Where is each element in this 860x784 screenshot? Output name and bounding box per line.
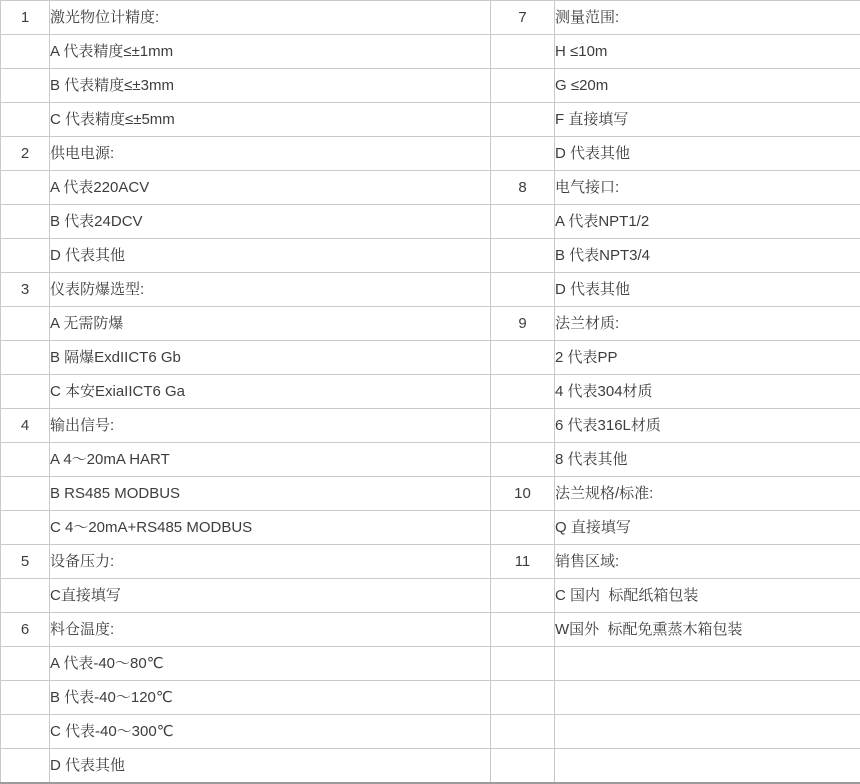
item-number-cell (1, 749, 50, 784)
item-text-cell: A 4～20mA HART (50, 443, 491, 477)
item-number-cell: 5 (1, 545, 50, 579)
item-text-cell: B RS485 MODBUS (50, 477, 491, 511)
item-text-cell: 测量范围: (555, 1, 860, 35)
table-body (1, 1, 860, 784)
table-row (1, 35, 860, 69)
table-row (1, 409, 860, 443)
item-text-cell (555, 647, 860, 681)
item-text-cell: B 代表-40～120℃ (50, 681, 491, 715)
item-text-cell: A 代表NPT1/2 (555, 205, 860, 239)
item-text-cell: 输出信号: (50, 409, 491, 443)
table-row (1, 205, 860, 239)
item-text-cell (555, 749, 860, 784)
item-text-cell: B 代表精度≤±3mm (50, 69, 491, 103)
item-number-cell (1, 715, 50, 749)
item-number-cell (491, 239, 555, 273)
item-text-cell: 激光物位计精度: (50, 1, 491, 35)
item-text-cell: D 代表其他 (50, 239, 491, 273)
item-text-cell: 法兰规格/标准: (555, 477, 860, 511)
item-number-cell (1, 341, 50, 375)
table-row (1, 273, 860, 307)
item-text-cell: 仪表防爆选型: (50, 273, 491, 307)
item-text-cell: D 代表其他 (555, 137, 860, 171)
item-number-cell (491, 715, 555, 749)
table-row (1, 341, 860, 375)
item-text-cell: 供电电源: (50, 137, 491, 171)
item-text-cell: B 代表NPT3/4 (555, 239, 860, 273)
table-row (1, 69, 860, 103)
item-number-cell (491, 35, 555, 69)
item-number-cell: 1 (1, 1, 50, 35)
item-text-cell: C 4～20mA+RS485 MODBUS (50, 511, 491, 545)
item-number-cell (1, 239, 50, 273)
item-text-cell: C 代表精度≤±5mm (50, 103, 491, 137)
item-number-cell: 2 (1, 137, 50, 171)
item-number-cell (491, 103, 555, 137)
item-text-cell: C 本安ExiaIICT6 Ga (50, 375, 491, 409)
table-row (1, 375, 860, 409)
item-number-cell (1, 307, 50, 341)
table-row (1, 545, 860, 579)
table-row (1, 715, 860, 749)
item-text-cell: Q 直接填写 (555, 511, 860, 545)
item-text-cell: 8 代表其他 (555, 443, 860, 477)
table-row (1, 103, 860, 137)
item-text-cell: B 代表24DCV (50, 205, 491, 239)
table-row (1, 171, 860, 205)
item-number-cell: 11 (491, 545, 555, 579)
item-text-cell: C 国内 标配纸箱包装 (555, 579, 860, 613)
item-text-cell: F 直接填写 (555, 103, 860, 137)
table-row (1, 137, 860, 171)
item-number-cell (1, 171, 50, 205)
item-text-cell: A 无需防爆 (50, 307, 491, 341)
item-number-cell (1, 647, 50, 681)
item-text-cell: A 代表精度≤±1mm (50, 35, 491, 69)
item-number-cell: 4 (1, 409, 50, 443)
item-number-cell (1, 477, 50, 511)
item-number-cell (1, 375, 50, 409)
item-number-cell (1, 443, 50, 477)
item-number-cell: 6 (1, 613, 50, 647)
item-number-cell (491, 613, 555, 647)
item-number-cell (1, 103, 50, 137)
table-row (1, 511, 860, 545)
table-row (1, 681, 860, 715)
item-text-cell: 4 代表304材质 (555, 375, 860, 409)
table-row (1, 239, 860, 273)
item-number-cell (491, 681, 555, 715)
item-number-cell (1, 35, 50, 69)
item-text-cell: C 代表-40～300℃ (50, 715, 491, 749)
item-number-cell (491, 341, 555, 375)
item-text-cell: B 隔爆ExdIICT6 Gb (50, 341, 491, 375)
item-text-cell (555, 715, 860, 749)
item-number-cell (491, 749, 555, 784)
table-row (1, 647, 860, 681)
item-number-cell: 7 (491, 1, 555, 35)
item-text-cell: 6 代表316L材质 (555, 409, 860, 443)
item-text-cell: A 代表220ACV (50, 171, 491, 205)
item-number-cell (491, 579, 555, 613)
item-number-cell (491, 443, 555, 477)
item-text-cell: W国外 标配免熏蒸木箱包装 (555, 613, 860, 647)
item-text-cell: 电气接口: (555, 171, 860, 205)
item-number-cell (1, 69, 50, 103)
item-text-cell: 法兰材质: (555, 307, 860, 341)
table-row (1, 1, 860, 35)
item-text-cell: 料仓温度: (50, 613, 491, 647)
item-text-cell: G ≤20m (555, 69, 860, 103)
table-row (1, 749, 860, 784)
item-text-cell: 销售区域: (555, 545, 860, 579)
item-number-cell (491, 137, 555, 171)
item-text-cell: 2 代表PP (555, 341, 860, 375)
item-number-cell (1, 681, 50, 715)
item-number-cell (491, 647, 555, 681)
table-row (1, 613, 860, 647)
item-number-cell (491, 69, 555, 103)
item-number-cell (491, 409, 555, 443)
item-text-cell: 设备压力: (50, 545, 491, 579)
item-number-cell (1, 205, 50, 239)
table-row (1, 579, 860, 613)
item-number-cell (491, 273, 555, 307)
item-text-cell: A 代表-40～80℃ (50, 647, 491, 681)
item-number-cell: 10 (491, 477, 555, 511)
item-number-cell (1, 579, 50, 613)
table-row (1, 307, 860, 341)
table-row (1, 443, 860, 477)
item-number-cell (491, 511, 555, 545)
item-text-cell (555, 681, 860, 715)
item-text-cell: D 代表其他 (555, 273, 860, 307)
item-number-cell (491, 205, 555, 239)
item-number-cell: 9 (491, 307, 555, 341)
item-text-cell: D 代表其他 (50, 749, 491, 784)
item-text-cell: C直接填写 (50, 579, 491, 613)
item-number-cell: 8 (491, 171, 555, 205)
item-number-cell (491, 375, 555, 409)
table-row (1, 477, 860, 511)
item-number-cell (1, 511, 50, 545)
item-text-cell: H ≤10m (555, 35, 860, 69)
item-number-cell: 3 (1, 273, 50, 307)
